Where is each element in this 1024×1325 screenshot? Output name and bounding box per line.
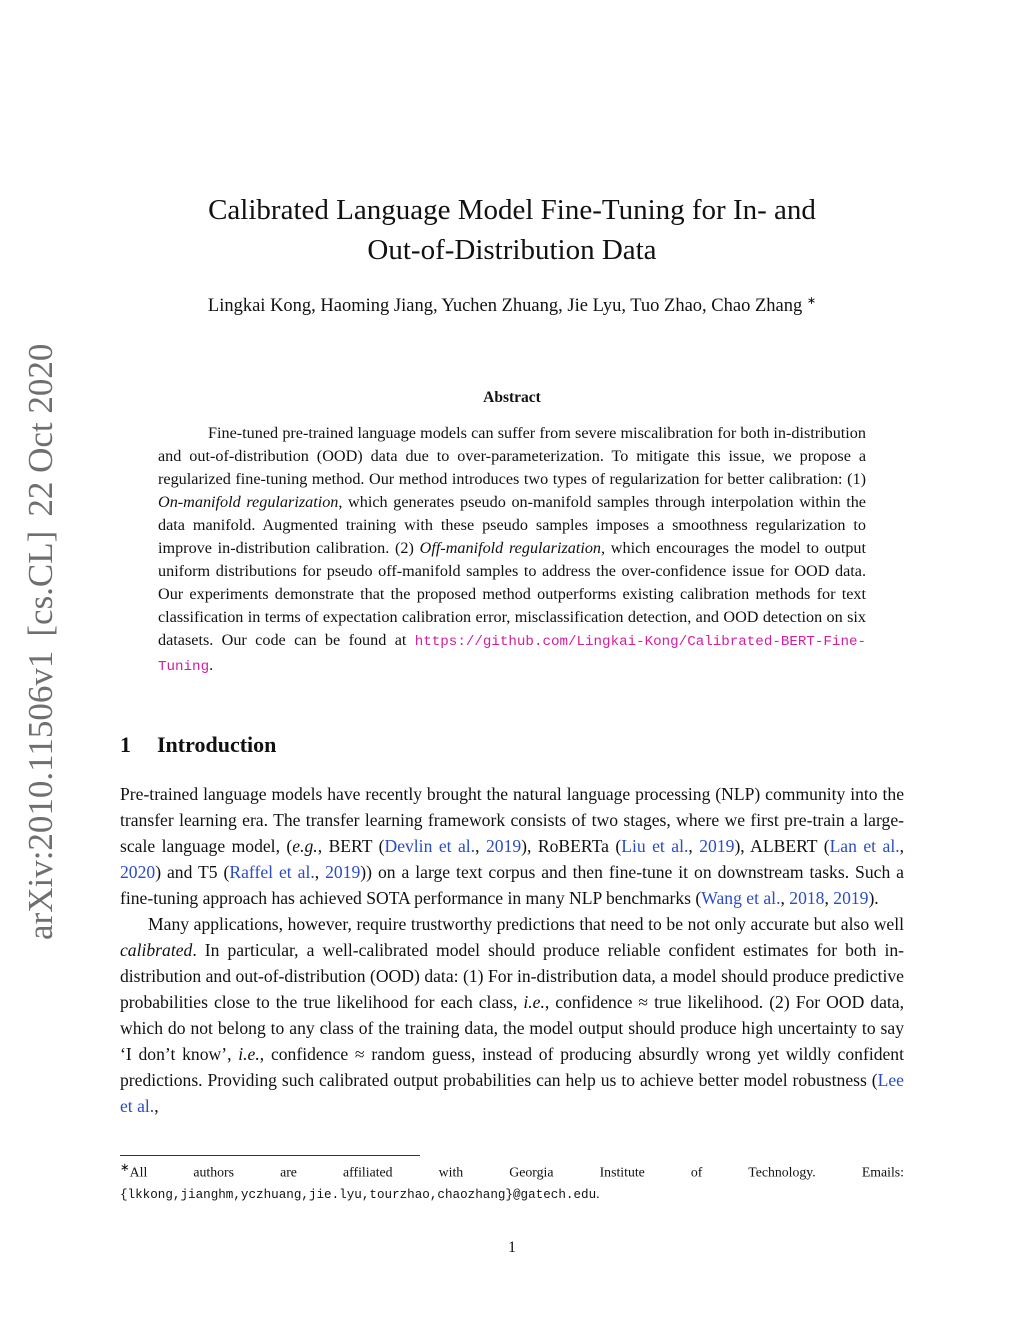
page-number: 1: [508, 1239, 516, 1256]
introduction-body: [120, 781, 904, 1119]
intro-emphasis: i.e.: [238, 1044, 260, 1064]
footnote-rule: [120, 1155, 420, 1156]
intro-emphasis: e.g.: [292, 836, 318, 856]
intro-emphasis: calibrated: [120, 940, 193, 960]
citation-lan-year[interactable]: 2020: [120, 862, 156, 882]
arxiv-id: arXiv:2010.11506v1: [21, 650, 60, 940]
citation-devlin[interactable]: Devlin et al.: [384, 836, 476, 856]
intro-text: . In particular, a well-calibrated model should produce reliable confident estimates for both in-distribution and out-of-distribution (OOD) data: (1) For in-distribution data, a model should produce predictive probabilities close to the true likelihood for each class,: [120, 940, 904, 1012]
title-line-2: Out-of-Distribution Data: [367, 234, 657, 266]
citation-raffel[interactable]: Raffel et al.: [229, 862, 315, 882]
footnote-end: .: [596, 1185, 600, 1201]
intro-emphasis: i.e.: [523, 992, 545, 1012]
intro-text: ).: [868, 888, 879, 908]
citation-wang-year-2018[interactable]: 2018: [789, 888, 825, 908]
intro-text: , BERT (: [317, 836, 385, 856]
citation-devlin-year[interactable]: 2019: [485, 836, 522, 856]
title-line-1: Calibrated Language Model Fine-Tuning for In- and: [208, 194, 816, 226]
citation-lan[interactable]: Lan et al.: [829, 836, 900, 856]
intro-text: , confidence ≈ random guess, instead of producing absurdly wrong yet wildly confident predictions. Providing such calibrated output probabilities can help us to achieve better model robustness (: [120, 1044, 904, 1090]
intro-text: ) and T5 (: [155, 862, 230, 882]
abstract-text-2: , which generates pseudo on-manifold samples through interpolation within the data manifold. Augmented training with these pseudo samples imposes a smoothness regularization to improve in-distribution calibration. (2): [158, 493, 866, 557]
arxiv-identifier-stamp: [18, 340, 64, 940]
intro-text: ,: [899, 836, 905, 856]
section-title: Introduction: [157, 732, 277, 757]
intro-text: ,: [824, 888, 834, 908]
intro-text: )) on a large text corpus and then fine-tune it on downstream tasks. Such a fine-tuning approach has achieved SOTA performance in many NLP benchmarks (: [120, 862, 904, 908]
abstract-text-1: Fine-tuned pre-trained language models can suffer from severe miscalibration for both in-distribution and out-of-distribution (OOD) data due to over-parameterization. To mitigate this issue, we propose a regularized fine-tuning method. Our method introduces two types of regularization for better calibration: (1): [158, 424, 866, 488]
intro-text: Many applications, however, require trustworthy predictions that need to be not only accurate but also well: [148, 914, 904, 934]
citation-liu-year[interactable]: 2019: [699, 836, 735, 856]
intro-text: ,: [314, 862, 326, 882]
intro-text: ), RoBERTa (: [521, 836, 622, 856]
author-names: Lingkai Kong, Haoming Jiang, Yuchen Zhuang, Jie Lyu, Tuo Zhao, Chao Zhang: [207, 296, 803, 317]
intro-text: , confidence ≈ true likelihood. (2) For OOD data, which do not belong to any class of the training data, the model output should produce high uncertainty to say ‘I don’t know’,: [120, 992, 904, 1064]
citation-lee[interactable]: Lee et al.: [120, 1070, 904, 1116]
arxiv-category: [cs.CL]: [21, 530, 60, 637]
intro-paragraph-1: [120, 781, 904, 911]
author-list: [120, 294, 904, 317]
section-heading: [120, 732, 276, 758]
abstract-text-3: , which encourages the model to output uniform distributions for pseudo off-manifold samples to address the over-confidence issue for OOD data. Our experiments demonstrate that the proposed method outperforms existing calibration methods for text classification in terms of expectation calibration error, misclassification detection, and OOD detection on six datasets. Our code can be found at: [158, 539, 867, 649]
footnote-emails: {lkkong,jianghm,yczhuang,jie.lyu,tourzhao,chaozhang}@gatech.edu: [120, 1187, 597, 1202]
abstract-body: [158, 422, 866, 679]
citation-wang-year-2019[interactable]: 2019: [833, 888, 869, 908]
intro-text: ), ALBERT (: [734, 836, 830, 856]
intro-text: ,: [475, 836, 486, 856]
abstract-emphasis-off-manifold: Off-manifold regularization: [419, 539, 602, 557]
intro-text: ,: [154, 1096, 159, 1116]
arxiv-date: 22 Oct 2020: [21, 343, 60, 517]
author-footnote-mark[interactable]: ∗: [806, 295, 817, 307]
citation-wang[interactable]: Wang et al.: [701, 888, 781, 908]
intro-paragraph-2: [120, 911, 904, 1119]
paper-title: [140, 190, 884, 270]
citation-liu[interactable]: Liu et al.: [621, 836, 689, 856]
intro-text: Pre-trained language models have recently brought the natural language processing (NLP) community into the transfer learning era. The transfer learning framework consists of two stages, where we first pre-train a large-scale language model, (: [120, 784, 904, 856]
intro-text: ,: [780, 888, 790, 908]
abstract-emphasis-on-manifold: On-manifold regularization: [158, 493, 339, 511]
citation-raffel-year[interactable]: 2019: [325, 862, 361, 882]
abstract-heading: Abstract: [483, 389, 541, 406]
footnote-text: All authors are affiliated with Georgia Institute of Technology. Emails:: [129, 1164, 904, 1180]
footnote: [120, 1158, 904, 1206]
abstract-text-4: .: [209, 656, 214, 674]
section-number: 1: [120, 732, 131, 757]
code-repository-link[interactable]: https://github.com/Lingkai-Kong/Calibrated-BERT-Fine-Tuning: [158, 634, 866, 675]
footnote-mark: ∗: [120, 1162, 130, 1174]
intro-text: ,: [688, 836, 700, 856]
